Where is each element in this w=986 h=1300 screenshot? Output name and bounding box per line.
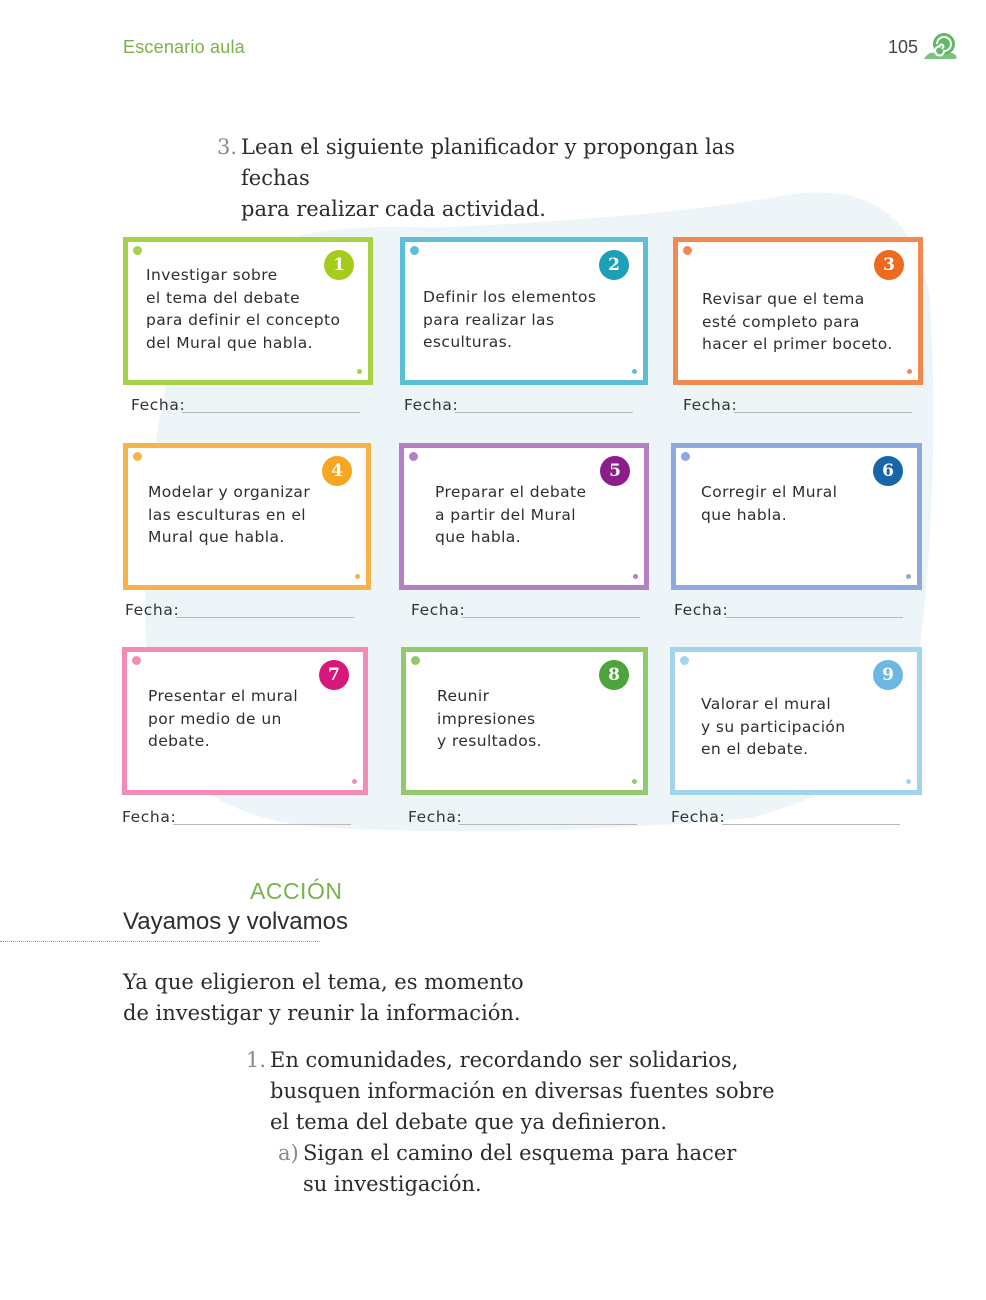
planner-card-8 [401,647,648,795]
card-text-line: Presentar el mural [148,687,299,705]
card-text-line: hacer el primer boceto. [702,335,893,353]
instruction-1a [278,1138,763,1200]
instruction-line: Lean el siguiente planificador y propongan las fechas [241,135,736,190]
instruction-line: el tema del debate que ya definieron. [270,1110,667,1134]
instruction-line: para realizar cada actividad. [241,197,546,221]
card-dot [132,656,141,665]
card-text-line: Corregir el Mural [701,483,838,501]
card-number-badge: 4 [322,456,352,486]
card-number-badge: 7 [319,660,349,690]
card-text-line: del Mural que habla. [146,333,313,352]
subitem-label: a) [278,1141,299,1165]
instruction-line: En comunidades, recordando ser solidarios, [270,1048,739,1072]
card-dot [632,779,637,784]
card-text-line: por medio de un [148,709,282,728]
card-text-line: que habla. [435,528,522,546]
card-text-line: que habla. [701,505,788,524]
instruction-number: 1. [246,1048,267,1072]
card-text-line: para definir el concepto [146,311,341,329]
card-number-badge: 8 [599,660,629,690]
section-divider [0,941,320,942]
card-number-badge: 2 [599,250,629,280]
fecha-label: Fecha: [411,601,466,619]
planner-card-4 [123,443,371,590]
card-dot [906,574,911,579]
fecha-label: Fecha: [683,396,738,414]
card-text-line: y su participación [701,717,846,736]
card-number-badge: 5 [600,456,630,486]
fecha-line[interactable] [455,412,633,413]
fecha-line[interactable] [462,617,640,618]
card-text-line: Reunir [437,687,490,705]
card-text-line: Investigar sobre [146,266,278,284]
card-dot [632,369,637,374]
card-text-line: las esculturas en el [148,505,306,524]
card-text-line: el tema del debate [146,288,301,307]
fecha-line[interactable] [459,824,637,825]
card-dot [133,246,142,255]
card-dot [906,779,911,784]
fecha-line[interactable] [725,617,903,618]
fecha-line[interactable] [734,412,912,413]
section-title: Escenario aula [123,37,245,57]
planner-card-2 [400,237,648,385]
card-text-line: esculturas. [423,333,513,351]
card-text-line: Preparar el debate [435,483,587,501]
card-text-line: Mural que habla. [148,528,285,546]
fecha-label: Fecha: [408,808,463,826]
card-text-line: Valorar el mural [701,695,832,713]
fecha-line[interactable] [173,824,351,825]
planner-card-6 [671,443,922,590]
intro-paragraph [123,967,643,1029]
card-dot [352,779,357,784]
card-text-line: Revisar que el tema [702,290,865,308]
card-text-line: debate. [148,732,211,750]
card-text-line: Modelar y organizar [148,483,311,501]
card-text-line: para realizar las [423,310,555,329]
fecha-label: Fecha: [125,601,180,619]
planner-card-9 [670,647,922,795]
instruction-line: su investigación. [303,1172,482,1196]
card-dot [133,452,142,461]
card-dot [357,369,362,374]
card-dot [907,369,912,374]
fecha-line[interactable] [722,824,900,825]
card-dot [410,246,419,255]
card-number-badge: 6 [873,456,903,486]
paragraph-line: Ya que eligieron el tema, es momento [123,970,524,994]
card-text-line: esté completo para [702,312,860,331]
card-dot [355,574,360,579]
card-text-line: impresiones [437,709,536,728]
card-number-badge: 1 [324,250,354,280]
card-dot [633,574,638,579]
instruction-line: Sigan el camino del esquema para hacer [303,1141,737,1165]
instruction-number: 3. [217,135,238,159]
card-number-badge: 3 [874,250,904,280]
instruction-1 [246,1045,790,1138]
paragraph-line: de investigar y reunir la información. [123,1001,521,1025]
planner-card-7 [122,647,368,795]
planner-card-1 [123,237,373,385]
card-dot [411,656,420,665]
accion-subheading: Vayamos y volvamos [123,908,348,935]
card-text-line: Definir los elementos [423,288,597,306]
card-dot [409,452,418,461]
fecha-line[interactable] [176,617,354,618]
fecha-label: Fecha: [404,396,459,414]
planner-card-5 [399,443,649,590]
fecha-label: Fecha: [671,808,726,826]
snail-icon [922,31,958,63]
card-text-line: y resultados. [437,732,542,750]
planner-card-3 [673,237,923,385]
card-dot [683,246,692,255]
card-text-line: en el debate. [701,740,809,758]
fecha-label: Fecha: [131,396,186,414]
card-dot [681,452,690,461]
page-number: 105 [888,37,919,57]
fecha-label: Fecha: [674,601,729,619]
card-dot [680,656,689,665]
fecha-line[interactable] [182,412,360,413]
card-text-line: a partir del Mural [435,505,577,524]
card-number-badge: 9 [873,660,903,690]
fecha-label: Fecha: [122,808,177,826]
instruction-line: busquen información en diversas fuentes sobre [270,1079,775,1103]
accion-heading: ACCIÓN [250,878,343,904]
